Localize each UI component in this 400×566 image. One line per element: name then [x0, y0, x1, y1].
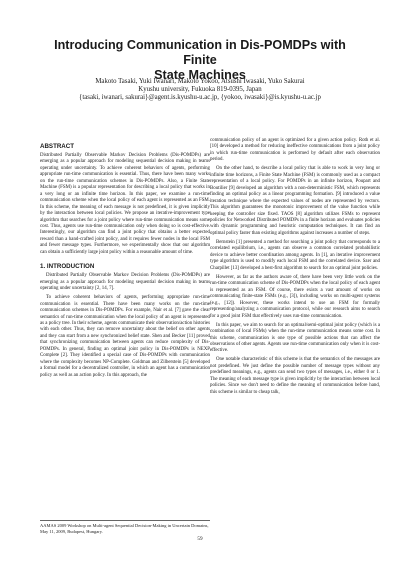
page-number: 59 — [197, 536, 203, 542]
left-column — [40, 142, 210, 382]
intro-paragraph-2: To achieve coherent behaviors of agents, performing appropriate run-time communication is essential. There have been many works on the run-time communication schemes in Dis-POMDPs. For example, Nair et al. [7] gave the clear semantics of run-time communication when the local policy of an agent is represented as a policy tree. In their scheme, agents communicate their observation/action histories with each other. Thus, they can remove uncertainty about the belief on other agents and they can start from a new synchronized belief state. Shen and Becker [11] proved that synchronizing communication between agents can reduce complexity of Dis-POMDPs. In general, finding an optimal joint policy in Dis-POMDPs is NEXP Complete [2]. They identified a special case of Dis-POMDPs with communication where the complexity becomes NP-Complete. Goldman and Zilberstein [5] developed a formal model for a decentralized controller, in which an agent has a communication policy as well as an action policy. In this approach, the — [40, 295, 210, 378]
author-emails: {tasaki, iwanari, sakurai}@agent.is.kyushu-u.ac.jp, {yokoo, iwasaki}@is.kyushu-u.ac.jp — [79, 94, 321, 102]
right-paragraph-3: Bernstein [1] presented a method for searching a joint policy that corresponds to a correlated equilibrium, i.e., agents can observe a common correlated probabilistic device to achieve better coordination among agents. In [1], an iterative improvement type algorithm is used to modify each local FSM and the correlated device. Szer and Charpillet [13] developed a best-first algorithm to search for an optimal joint policies. — [210, 239, 380, 271]
author-names: Makoto Tasaki, Yuki Iwanari, Makoto Yokoo, Atsushi Iwasaki, Yuko Sakurai — [95, 78, 305, 85]
abstract-heading: ABSTRACT — [40, 143, 75, 150]
affiliation: Kyushu university, Fukuoka 819-0395, Japan — [138, 86, 262, 94]
right-column — [210, 138, 380, 399]
introduction-heading: 1. INTRODUCTION — [40, 263, 95, 271]
intro-paragraph-1: Distributed Partially Observable Markov Decision Problems (Dis-POMDPs) are emerging as a popular approach for modeling sequential decision making in teams operating under uncertainty [2, 14, 7]. — [40, 273, 210, 292]
right-paragraph-4: However, as far as the authors aware of, there have been very little work on the run-time communication scheme of Dis-POMDPs when the local policy of each agent is represented as an FSM. Of course, there exists a vast amount of works on communicating finite-state FSMs (e.g., [3]), including works on multi-agent systems (e.g., [12]). However, these works intend to use an FSM for formally representing/analyzing a communication protocol, while our research aims to search for a good joint FSM that effectively uses run-time communication. — [210, 274, 380, 319]
workshop-footnote: AAMAS 2009 Workshop on Multi-agent Sequential Decision-Making in Uncertain Domains, May 11, 2009, Budapest, Hungary. — [40, 520, 210, 535]
right-paragraph-6: One notable characteristic of this scheme is that the semantics of the messages are not predefined. We just define the possible number of message types without any predefined meanings, e.g., agents can send two types of messages, i.e., either 0 or 1. The meaning of each message type is given implicitly by the interaction between local policies. Since we don't need to define the meaning of communication before hand, this scheme is similar to cheap talk, — [210, 357, 380, 395]
right-paragraph-1: communication policy of an agent is optimized for a given action policy. Roth et al. [10] developed a method for reducing ineffective communications from a joint policy in which run-time communication is performed by default after each observation period. — [210, 138, 380, 163]
title-line-2: State Machines — [154, 68, 246, 82]
abstract-text: Distributed Partially Observable Markov Decision Problems (Dis-POMDPs) are emerging as a popular approach for modeling sequential decision making in teams operating under uncertainty. To achieve coherent behaviors of agents, performing appropriate run-time communication is essential. Thus, there have been many works on the run-time communication schemes in Dis-POMDPs. Also, a Finite State Machine (FSM) is a popular representation for describing a local policy that works in a very long or an infinite time horizon. In this paper, we examine a run-time communication scheme when the local policy of each agent is represented as an FSM. In this scheme, the meaning of each message is not predefined, it is given implicitly by the interaction between local policies. We propose an iterative-improvement type algorithm that searches for a joint policy where run-time communication means some cost. Thus, agents use run-time communication only when doing so is cost-effective. Interestingly, our algorithm can find a joint policy that obtains a better expected reward than a hand-crafted joint policy, and it requires fewer nodes in the local FSM and fewer message types. Furthermore, we experimentally show that our algorithm can obtain a sufficiently large joint policy within a reasonable amount of time. — [40, 153, 210, 255]
right-paragraph-2: On the other hand, to describe a local policy that is able to work in very long or infinite time horizons, a Finite State Machine (FSM) is commonly used as a compact representation of a local policy. For POMDPs in an infinite horizon, Poupart and Boutilier [9] developed an algorithm with a non-deterministic FSM, which represents finding an optimal policy as a linear programming formation. [9] introduced a value iteration technique where the expected values of nodes are represented by vectors. This algorithm guarantees the monotonic improvement of the value function while keeping the controller size fixed. TAOS [8] algorithm utilizes FSMs to represent policies for Networked Distributed POMDPs in a finite horizon and evaluates policies with dynamic programming and heuristic computation techniques. It can find an optimal policy faster than existing algorithms against increases a number of steps. — [210, 166, 380, 236]
author-block — [30, 78, 370, 103]
title-line-1: Introducing Communication in Dis-POMDPs with Finite — [54, 38, 346, 67]
paper-title — [40, 38, 360, 83]
right-paragraph-5: In this paper, we aim to search for an optimal/semi-optimal joint policy (which is a combination of local FSMs) when the run-time communication means some cost. In this scheme, communication is one type of possible actions that can affect the observations of other agents. Agents use run-time communication only when it is cost-effective. — [210, 322, 380, 354]
